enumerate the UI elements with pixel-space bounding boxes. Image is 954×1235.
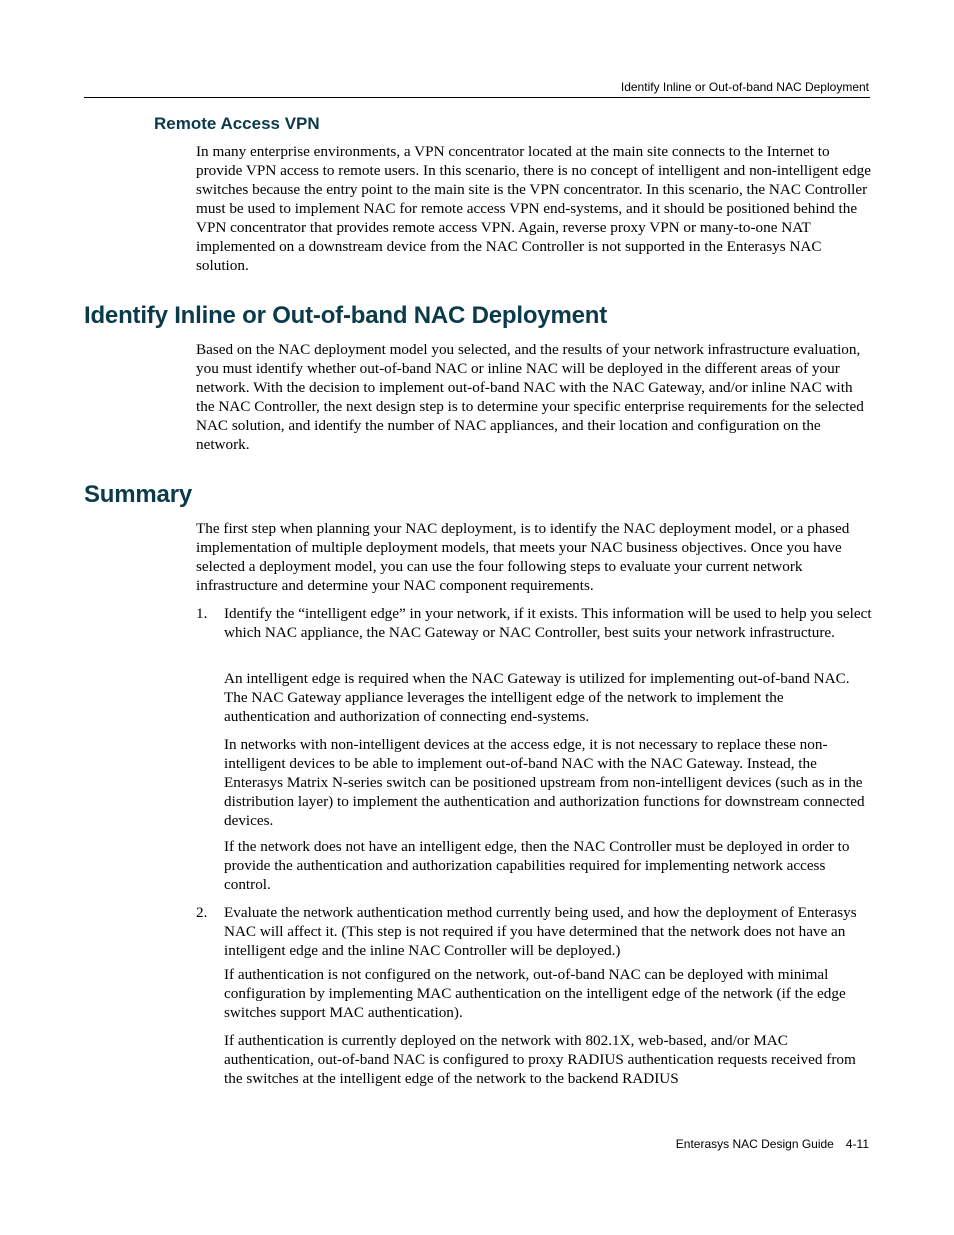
list-item-1 [196,604,872,642]
running-header: Identify Inline or Out-of-band NAC Deployment [620,80,869,94]
summary-paragraph: The first step when planning your NAC deployment, is to identify the NAC deployment model, or a phased implementation of multiple deployment models, that meets your NAC business objectives. Once you have selected a deployment model, you can use the four following steps to evaluate your current network infrastructure and determine your NAC component requirements. [196,520,850,594]
list-item-text: Identify the “intelligent edge” in your network, if it exists. This information will be used to help you select which NAC appliance, the NAC Gateway or NAC Controller, best suits your network infrastructure. [224,605,872,641]
summary-heading: Summary [84,481,192,508]
list-item-1-para-3: If the network does not have an intelligent edge, then the NAC Controller must be deployed in order to provide the authentication and authorization capabilities required for implementing network access control. [224,838,850,893]
page-number: 4-11 [845,1137,869,1151]
remote-vpn-heading: Remote Access VPN [154,114,320,133]
list-item-text: Evaluate the network authentication method currently being used, and how the deployment of Enterasys NAC will affect it. (This step is not required if you have determined that the network does not have an intelligent edge and the inline NAC Controller will be deployed.) [224,904,857,959]
remote-vpn-paragraph: In many enterprise environments, a VPN concentrator located at the main site connects to the Internet to provide VPN access to remote users. In this scenario, there is no concept of intelligent and non-intelligent edge switches because the entry point to the main site is the VPN concentrator. In this scenario, the NAC Controller must be used to implement NAC for remote access VPN end-systems, and it should be positioned behind the VPN concentrator that provides remote access VPN. Again, reverse proxy VPN or many-to-one NAT implemented on a downstream device from the NAC Controller is not supported in the Enterasys NAC solution. [196,143,871,274]
list-item-1-para-1: An intelligent edge is required when the NAC Gateway is utilized for implementing out-of-band NAC. The NAC Gateway appliance leverages the intelligent edge of the network to implement the authentication and authorization of connecting end-systems. [224,670,850,725]
list-number: 2. [196,904,208,921]
list-item-1-para-2: In networks with non-intelligent devices at the access edge, it is not necessary to replace these non-intelligent devices to be able to implement out-of-band NAC with the NAC Gateway. Instead, the Enterasys Matrix N-series switch can be positioned upstream from non-intelligent devices (such as in the distribution layer) to implement the authentication and authorization functions for downstream connected devices. [224,736,865,829]
identify-paragraph: Based on the NAC deployment model you selected, and the results of your network infrastructure evaluation, you must identify whether out-of-band NAC or inline NAC will be deployed in the different areas of your network. With the decision to implement out-of-band NAC with the NAC Gateway, and/or inline NAC with the NAC Controller, the next design step is to determine your specific enterprise requirements for the selected NAC solution, and identify the number of NAC appliances, and their location and configuration on the network. [196,341,864,453]
guide-title: Enterasys NAC Design Guide [675,1137,834,1151]
list-number: 1. [196,605,208,622]
list-item-2 [196,903,872,960]
identify-heading: Identify Inline or Out-of-band NAC Deployment [84,302,607,329]
list-item-2-para-2: If authentication is currently deployed on the network with 802.1X, web-based, and/or MAC authentication, out-of-band NAC is configured to proxy RADIUS authentication requests received from the switches at the intelligent edge of the network to the backend RADIUS [224,1032,856,1087]
header-divider [84,97,870,98]
page-footer [676,1137,869,1151]
list-item-2-para-1: If authentication is not configured on the network, out-of-band NAC can be deployed with minimal configuration by implementing MAC authentication on the intelligent edge of the network (if the edge switches support MAC authentication). [224,966,846,1021]
